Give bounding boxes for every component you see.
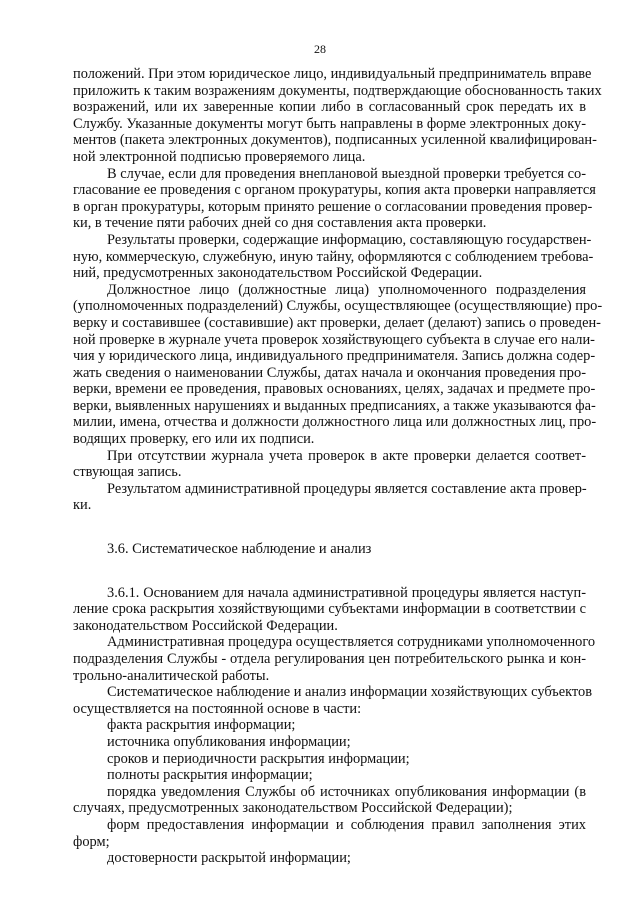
text-line: (уполномоченных подразделений) Службы, осуществляющее (осуществляющие) про- xyxy=(73,298,603,315)
text-line: источника опубликования информации; xyxy=(107,733,351,750)
text-line: полноты раскрытия информации; xyxy=(107,767,313,784)
paragraph-gap xyxy=(73,514,586,541)
text-line: Систематическое наблюдение и анализ информации хозяйствующих субъектов xyxy=(107,684,593,701)
text-line: приложить к таким возражениям документы, подтверждающие обоснованность таких xyxy=(73,82,602,99)
page-number: 28 xyxy=(314,42,326,56)
text-line: чия у юридического лица, индивидуального предпринимателя. Запись должна содер- xyxy=(73,348,596,365)
text-line: положений. При этом юридическое лицо, индивидуальный предприниматель вправе xyxy=(73,66,592,82)
text-line: сроков и периодичности раскрытия информации; xyxy=(107,750,410,767)
text-line: ментов (пакета электронных документов), подписанных усиленной квалифицирован- xyxy=(73,132,597,149)
text-line: 3.6. Систематическое наблюдение и анализ xyxy=(107,541,372,558)
text-line: водящих проверку, его или их подписи. xyxy=(73,431,315,448)
text-line: верки, выявленных нарушениях и выданных предписаниях, а также указываются фа- xyxy=(73,397,596,414)
text-line: Результаты проверки, содержащие информацию, составляющую государствен- xyxy=(107,231,592,248)
text-line: ний, предусмотренных законодательством Российской Федерации. xyxy=(73,265,483,282)
paragraph-gap xyxy=(73,558,586,585)
text-line: ную, коммерческую, служебную, иную тайну, оформляются с соблюдением требова- xyxy=(73,248,594,265)
text-line: ной проверке в журнале учета проверок хозяйствующего субъекта в случае его нали- xyxy=(73,331,595,348)
text-line: 3.6.1. Основанием для начала административной процедуры является наступ- xyxy=(107,584,586,601)
text-line: форм предоставления информации и соблюдения правил заполнения этих xyxy=(107,816,586,833)
text-line: подразделения Службы - отдела регулирования цен потребительского рынка и кон- xyxy=(73,651,586,667)
text-line: случаях, предусмотренных законодательством Российской Федерации); xyxy=(73,800,513,817)
text-line: ление срока раскрытия хозяйствующими субъектами информации в соответствии с xyxy=(73,601,586,618)
text-line: осуществляется на постоянной основе в части: xyxy=(73,700,362,717)
text-line: возражений, или их заверенные копии либо в согласованный срок передать их в xyxy=(73,99,586,116)
text-line: ки, в течение пяти рабочих дней со дня составления акта проверки. xyxy=(73,215,487,232)
text-line: При отсутствии журнала учета проверок в акте проверки делается соответ- xyxy=(107,447,586,464)
text-line: ствующая запись. xyxy=(73,464,182,481)
text-line: Должностное лицо (должностные лица) уполномоченного подразделения xyxy=(107,281,586,298)
text-line: порядка уведомления Службы об источниках опубликования информации (в xyxy=(107,783,586,800)
text-line: достоверности раскрытой информации; xyxy=(107,850,351,867)
text-line: законодательством Российской Федерации. xyxy=(73,617,338,634)
text-line: трольно-аналитической работы. xyxy=(73,667,270,684)
text-line: форм; xyxy=(73,833,110,850)
text-line: В случае, если для проведения внеплановой выездной проверки требуется со- xyxy=(107,165,586,182)
text-line: в орган прокуратуры, которым принято решение о согласовании проведения провер- xyxy=(73,198,593,215)
text-line: ки. xyxy=(73,497,92,514)
text-line: Административная процедура осуществляется сотрудниками уполномоченного xyxy=(107,634,596,651)
text-line: гласование ее проведения с органом прокуратуры, копия акта проверки направляется xyxy=(73,182,596,199)
text-line: жать сведения о наименовании Службы, датах начала и окончания проведения про- xyxy=(73,364,586,381)
text-line: верку и составившее (составившие) акт проверки, делает (делают) запись о проведен- xyxy=(73,314,601,331)
document-body xyxy=(73,66,603,867)
text-line: верки, времени ее проведения, правовых основаниях, целях, задачах и предмете про- xyxy=(73,381,596,398)
text-line: Службу. Указанные документы могут быть направлены в форме электронных доку- xyxy=(73,115,586,132)
text-line: ной электронной подписью проверяемого лица. xyxy=(73,148,366,165)
text-line: Результатом административной процедуры является составление акта провер- xyxy=(107,480,587,497)
text-line: милии, имена, отчества и должности должностного лица или должностных лиц, про- xyxy=(73,414,597,431)
text-line: факта раскрытия информации; xyxy=(107,717,296,734)
